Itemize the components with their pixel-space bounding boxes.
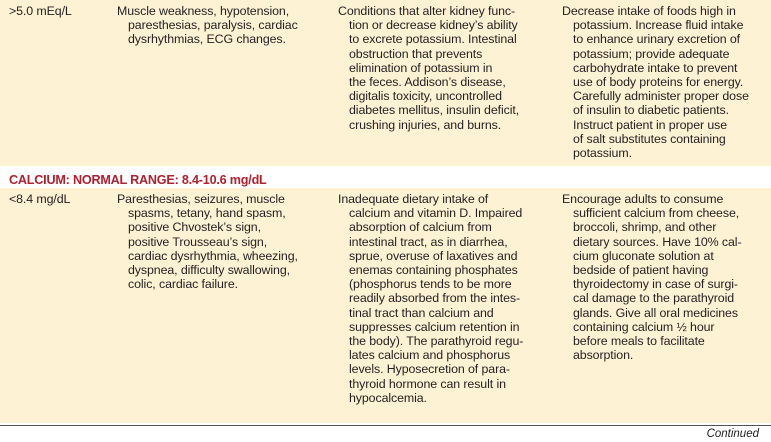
treatment-cell: Decrease intake of foods high in potassium. Increase fluid intake to enhance urinary excretion of potassium; provide adequate carbohydrate intake to prevent use of body proteins for energy. Carefully administer proper dose of insulin to diabetic patients. Instruct patient in proper use of salt substitutes containing potassium. bbox=[562, 4, 749, 161]
table-row bbox=[0, 0, 771, 166]
table-bottom-rule bbox=[0, 425, 771, 426]
level-cell: >5.0 mEq/L bbox=[9, 4, 72, 18]
level-cell: <8.4 mg/dL bbox=[9, 192, 71, 206]
continued-label: Continued bbox=[706, 428, 759, 440]
table-row bbox=[0, 188, 771, 423]
section-heading: CALCIUM: NORMAL RANGE: 8.4-10.6 mg/dL bbox=[9, 173, 267, 187]
causes-cell: Conditions that alter kidney func- tion or decrease kidney’s ability to excrete potassium. Intestinal obstruction that prevents elimination of potassium in the feces. Addison’s disease, digitalis toxicity, uncontrolled diabetes mellitus, insulin deficit, crushing injuries, and burns. bbox=[338, 4, 520, 132]
signs-cell: Muscle weakness, hypotension, paresthesias, paralysis, cardiac dysrhythmias, ECG changes. bbox=[117, 4, 298, 47]
signs-cell: Paresthesias, seizures, muscle spasms, tetany, hand spasm, positive Chvostek’s sign, positive Trousseau’s sign, cardiac dysrhythmia, wheezing, dyspnea, difficulty swallowing, colic, cardiac failure. bbox=[117, 192, 298, 292]
treatment-cell: Encourage adults to consume sufficient calcium from cheese, broccoli, shrimp, and other dietary sources. Have 10% cal- cium gluconate solution at bedside of patient having thyroidectomy in case of surgi- cal damage to the parathyroid glands. Give all oral medicines containing calcium ½ hour before meals to facilitate absorption. bbox=[562, 192, 742, 363]
causes-cell: Inadequate dietary intake of calcium and vitamin D. Impaired absorption of calcium from intestinal tract, as in diarrhea, sprue, overuse of laxatives and enemas containing phosphates (phosphorus tends to be more readily absorbed from the intes- tinal tract than calcium and suppresses calcium retention in the body). The parathyroid regu- lates calcium and phosphorus levels. Hyposecretion of para- thyroid hormone can result in hypocalcemia. bbox=[338, 192, 524, 405]
